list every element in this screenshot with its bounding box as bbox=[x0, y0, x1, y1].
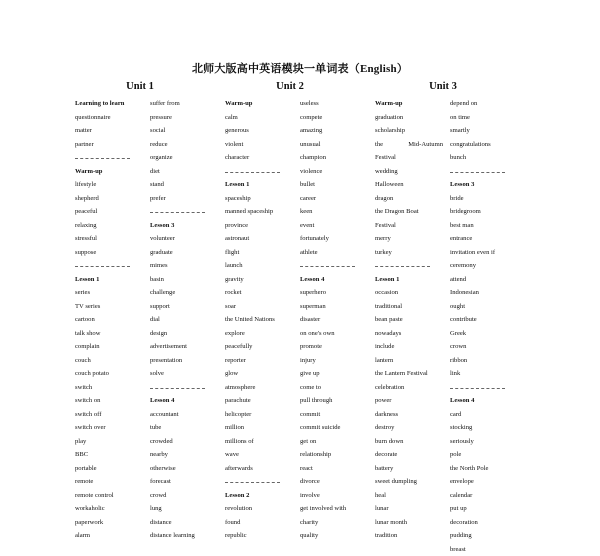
section-heading: Lesson 2 bbox=[225, 489, 303, 503]
vocab-item: glow bbox=[225, 367, 303, 381]
vocab-item: amazing bbox=[300, 124, 378, 138]
vocab-item: Halloween bbox=[375, 178, 453, 192]
vocab-item: stressful bbox=[75, 232, 153, 246]
vocab-item: promote bbox=[300, 340, 378, 354]
vocab-item: complain bbox=[75, 340, 153, 354]
vocab-item: switch over bbox=[75, 421, 153, 435]
vocab-item: suppose bbox=[75, 246, 153, 260]
section-divider bbox=[75, 259, 153, 273]
vocab-item: destroy bbox=[375, 421, 453, 435]
vocab-item: calm bbox=[225, 111, 303, 125]
vocab-item: disaster bbox=[300, 313, 378, 327]
vocab-item: ceremony bbox=[450, 259, 528, 273]
vocab-item: basin bbox=[150, 273, 228, 287]
section-heading: Lesson 3 bbox=[150, 219, 228, 233]
vocab-item: champion bbox=[300, 151, 378, 165]
vocab-item: TV series bbox=[75, 300, 153, 314]
section-heading: Lesson 4 bbox=[450, 394, 528, 408]
vocab-item: alarm bbox=[75, 529, 153, 543]
vocab-item: nearby bbox=[150, 448, 228, 462]
vocab-item: mimes bbox=[150, 259, 228, 273]
section-heading: Warm-up bbox=[75, 165, 153, 179]
vocab-column-6 bbox=[450, 97, 528, 556]
vocab-item: the Mid-Autumn bbox=[375, 138, 443, 152]
vocab-item: the North Pole bbox=[450, 462, 528, 476]
vocab-item: Greek bbox=[450, 327, 528, 341]
section-divider bbox=[450, 165, 528, 179]
vocab-item: quality bbox=[300, 529, 378, 543]
vocab-item: reduce bbox=[150, 138, 228, 152]
vocab-item: stand bbox=[150, 178, 228, 192]
vocab-item: get on bbox=[300, 435, 378, 449]
section-heading: Lesson 4 bbox=[150, 394, 228, 408]
vocab-item: wedding bbox=[375, 165, 453, 179]
vocab-item: link bbox=[450, 367, 528, 381]
vocab-item: ought bbox=[450, 300, 528, 314]
vocab-item: heal bbox=[375, 489, 453, 503]
vocab-item: nowadays bbox=[375, 327, 453, 341]
vocab-item: lunar month bbox=[375, 516, 453, 530]
vocab-item: couch potato bbox=[75, 367, 153, 381]
vocab-item: lifestyle bbox=[75, 178, 153, 192]
vocab-item: peaceful bbox=[75, 205, 153, 219]
section-divider bbox=[450, 381, 528, 395]
vocab-item: millions of bbox=[225, 435, 303, 449]
vocab-item: keen bbox=[300, 205, 378, 219]
vocab-item: spaceship bbox=[225, 192, 303, 206]
vocab-item: violent bbox=[225, 138, 303, 152]
vocab-item: Festival bbox=[375, 151, 453, 165]
section-heading: Lesson 1 bbox=[375, 273, 453, 287]
vocab-item: tradition bbox=[375, 529, 453, 543]
vocab-item: couch bbox=[75, 354, 153, 368]
unit-2-title: Unit 2 bbox=[225, 81, 355, 92]
vocab-item: occasion bbox=[375, 286, 453, 300]
vocab-item: shepherd bbox=[75, 192, 153, 206]
vocab-item: decoration bbox=[450, 516, 528, 530]
vocab-item: violence bbox=[300, 165, 378, 179]
vocab-item: soar bbox=[225, 300, 303, 314]
vocab-item: compete bbox=[300, 111, 378, 125]
vocab-item: switch off bbox=[75, 408, 153, 422]
section-divider bbox=[150, 381, 228, 395]
section-divider bbox=[375, 259, 453, 273]
vocab-item: matter bbox=[75, 124, 153, 138]
vocab-item: questionnaire bbox=[75, 111, 153, 125]
vocab-item: injury bbox=[300, 354, 378, 368]
section-divider bbox=[300, 259, 378, 273]
vocab-column-4 bbox=[300, 97, 378, 543]
vocab-item: lunar bbox=[375, 502, 453, 516]
vocab-item: bride bbox=[450, 192, 528, 206]
vocab-item: support bbox=[150, 300, 228, 314]
vocab-item: useless bbox=[300, 97, 378, 111]
vocab-item: tube bbox=[150, 421, 228, 435]
vocab-item: republic bbox=[225, 529, 303, 543]
vocab-item: superman bbox=[300, 300, 378, 314]
vocab-item: decorate bbox=[375, 448, 453, 462]
vocab-item: invitation even if bbox=[450, 246, 528, 260]
section-heading: Learning to learn bbox=[75, 97, 153, 111]
vocab-item: event bbox=[300, 219, 378, 233]
vocab-item: traditional bbox=[375, 300, 453, 314]
vocab-item: fortunately bbox=[300, 232, 378, 246]
vocab-item: switch on bbox=[75, 394, 153, 408]
vocab-item: suffer from bbox=[150, 97, 228, 111]
vocab-item: found bbox=[225, 516, 303, 530]
vocab-column-2 bbox=[150, 97, 228, 543]
vocab-item: social bbox=[150, 124, 228, 138]
vocab-item: turkey bbox=[375, 246, 453, 260]
vocab-item: bullet bbox=[300, 178, 378, 192]
vocab-item: on time bbox=[450, 111, 528, 125]
vocab-item: remote bbox=[75, 475, 153, 489]
vocab-item: paperwork bbox=[75, 516, 153, 530]
vocab-item: relationship bbox=[300, 448, 378, 462]
vocab-item: helicopter bbox=[225, 408, 303, 422]
vocab-item: celebration bbox=[375, 381, 453, 395]
vocab-item: pull through bbox=[300, 394, 378, 408]
vocab-item: dragon bbox=[375, 192, 453, 206]
vocab-item: commit bbox=[300, 408, 378, 422]
vocab-item: lung bbox=[150, 502, 228, 516]
vocab-item: come to bbox=[300, 381, 378, 395]
vocab-item: portable bbox=[75, 462, 153, 476]
vocab-item: the Dragon Boat bbox=[375, 205, 453, 219]
vocab-item: series bbox=[75, 286, 153, 300]
vocab-item: best man bbox=[450, 219, 528, 233]
vocab-item: atmosphere bbox=[225, 381, 303, 395]
vocab-item: peacefully bbox=[225, 340, 303, 354]
vocab-item: include bbox=[375, 340, 453, 354]
vocab-item: otherwise bbox=[150, 462, 228, 476]
vocab-item: workaholic bbox=[75, 502, 153, 516]
vocab-item: BBC bbox=[75, 448, 153, 462]
vocab-item: bunch bbox=[450, 151, 528, 165]
vocab-item: career bbox=[300, 192, 378, 206]
section-heading: Warm-up bbox=[375, 97, 453, 111]
vocab-item: give up bbox=[300, 367, 378, 381]
section-divider bbox=[75, 151, 153, 165]
vocab-item: stocking bbox=[450, 421, 528, 435]
vocab-item: athlete bbox=[300, 246, 378, 260]
section-divider bbox=[150, 205, 228, 219]
vocab-item: envelope bbox=[450, 475, 528, 489]
vocab-item: remote control bbox=[75, 489, 153, 503]
vocab-item: put up bbox=[450, 502, 528, 516]
unit-1-title: Unit 1 bbox=[75, 81, 205, 92]
vocab-item: Indonesian bbox=[450, 286, 528, 300]
section-heading: Lesson 4 bbox=[300, 273, 378, 287]
vocab-item: gravity bbox=[225, 273, 303, 287]
vocab-item: dial bbox=[150, 313, 228, 327]
vocab-item: Festival bbox=[375, 219, 453, 233]
vocab-item: manned spaceship bbox=[225, 205, 303, 219]
vocab-item: design bbox=[150, 327, 228, 341]
vocab-item: graduation bbox=[375, 111, 453, 125]
vocab-item: crown bbox=[450, 340, 528, 354]
vocab-item: breast bbox=[450, 543, 528, 556]
section-heading: Lesson 3 bbox=[450, 178, 528, 192]
vocab-item: depend on bbox=[450, 97, 528, 111]
vocab-item: distance learning bbox=[150, 529, 228, 543]
vocab-item: volunteer bbox=[150, 232, 228, 246]
vocab-item: battery bbox=[375, 462, 453, 476]
vocab-item: crowded bbox=[150, 435, 228, 449]
vocab-item: organize bbox=[150, 151, 228, 165]
vocab-item: talk show bbox=[75, 327, 153, 341]
vocab-item: partner bbox=[75, 138, 153, 152]
unit-3-title: Unit 3 bbox=[378, 81, 508, 92]
vocab-item: on one's own bbox=[300, 327, 378, 341]
section-divider bbox=[225, 165, 303, 179]
vocab-item: reporter bbox=[225, 354, 303, 368]
vocab-item: launch bbox=[225, 259, 303, 273]
vocab-item: ribbon bbox=[450, 354, 528, 368]
vocab-item: smartly bbox=[450, 124, 528, 138]
vocab-item: sweet dumpling bbox=[375, 475, 453, 489]
vocab-item: crowd bbox=[150, 489, 228, 503]
vocab-column-3 bbox=[225, 97, 303, 543]
vocab-column-5 bbox=[375, 97, 453, 543]
vocab-item: prefer bbox=[150, 192, 228, 206]
section-heading: Warm-up bbox=[225, 97, 303, 111]
vocab-item: the United Nations bbox=[225, 313, 303, 327]
vocab-item: calendar bbox=[450, 489, 528, 503]
vocab-item: power bbox=[375, 394, 453, 408]
vocab-item: afterwards bbox=[225, 462, 303, 476]
vocab-item: pole bbox=[450, 448, 528, 462]
section-heading: Lesson 1 bbox=[225, 178, 303, 192]
vocab-item: merry bbox=[375, 232, 453, 246]
vocab-item: contribute bbox=[450, 313, 528, 327]
vocab-item: explore bbox=[225, 327, 303, 341]
vocab-item: pressure bbox=[150, 111, 228, 125]
vocab-item: challenge bbox=[150, 286, 228, 300]
vocab-item: diet bbox=[150, 165, 228, 179]
vocab-item: get involved with bbox=[300, 502, 378, 516]
vocab-item: superhero bbox=[300, 286, 378, 300]
vocab-item: burn down bbox=[375, 435, 453, 449]
vocab-item: advertisement bbox=[150, 340, 228, 354]
vocab-item: presentation bbox=[150, 354, 228, 368]
vocab-item: darkness bbox=[375, 408, 453, 422]
vocab-item: generous bbox=[225, 124, 303, 138]
vocab-item: attend bbox=[450, 273, 528, 287]
vocab-item: card bbox=[450, 408, 528, 422]
vocab-item: seriously bbox=[450, 435, 528, 449]
vocab-item: pudding bbox=[450, 529, 528, 543]
vocab-item: congratulations bbox=[450, 138, 528, 152]
vocab-item: involve bbox=[300, 489, 378, 503]
vocab-item: lantern bbox=[375, 354, 453, 368]
vocab-item: revolution bbox=[225, 502, 303, 516]
vocab-item: rocket bbox=[225, 286, 303, 300]
vocab-item: accountant bbox=[150, 408, 228, 422]
vocab-item: bean paste bbox=[375, 313, 453, 327]
vocab-item: astronaut bbox=[225, 232, 303, 246]
vocab-item: charity bbox=[300, 516, 378, 530]
vocab-item: solve bbox=[150, 367, 228, 381]
vocab-item: million bbox=[225, 421, 303, 435]
vocab-item: scholarship bbox=[375, 124, 453, 138]
vocab-item: play bbox=[75, 435, 153, 449]
vocab-item: entrance bbox=[450, 232, 528, 246]
vocab-item: divorce bbox=[300, 475, 378, 489]
vocab-item: the Lantern Festival bbox=[375, 367, 453, 381]
vocab-column-1 bbox=[75, 97, 153, 543]
vocab-item: switch bbox=[75, 381, 153, 395]
vocab-item: cartoon bbox=[75, 313, 153, 327]
vocab-item: react bbox=[300, 462, 378, 476]
vocab-item: graduate bbox=[150, 246, 228, 260]
vocab-item: province bbox=[225, 219, 303, 233]
vocab-item: distance bbox=[150, 516, 228, 530]
vocab-item: bridegroom bbox=[450, 205, 528, 219]
vocab-item: forecast bbox=[150, 475, 228, 489]
vocab-item: character bbox=[225, 151, 303, 165]
section-divider bbox=[225, 475, 303, 489]
vocab-item: relaxing bbox=[75, 219, 153, 233]
vocab-item: wave bbox=[225, 448, 303, 462]
vocab-item: commit suicide bbox=[300, 421, 378, 435]
vocab-item: flight bbox=[225, 246, 303, 260]
vocab-item: parachute bbox=[225, 394, 303, 408]
vocab-item: unusual bbox=[300, 138, 378, 152]
page-title: 北师大版高中英语模块一单词表（English） bbox=[0, 60, 600, 76]
section-heading: Lesson 1 bbox=[75, 273, 153, 287]
